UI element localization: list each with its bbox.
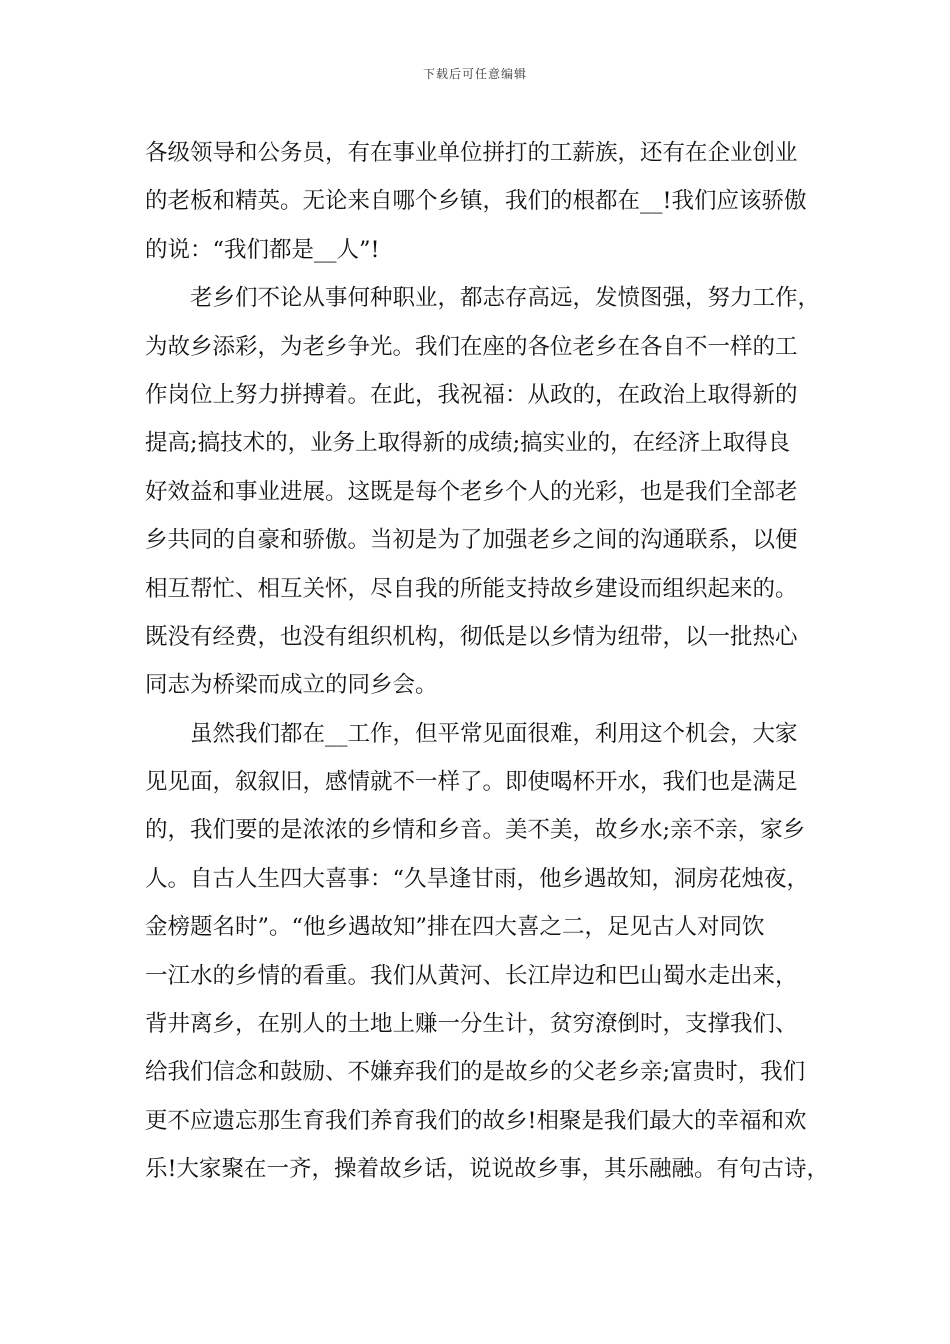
text-line: 好效益和事业进展。这既是每个老乡个人的光彩，也是我们全部老 bbox=[145, 478, 798, 505]
text-line: 的，我们要的是浓浓的乡情和乡音。美不美，故乡水;亲不亲，家乡 bbox=[145, 817, 806, 844]
text-line: 的说：“我们都是__人”! bbox=[145, 236, 380, 263]
page-header: 下载后可任意编辑 bbox=[422, 67, 527, 81]
text-line: 人。自古人生四大喜事：“久旱逢甘雨，他乡遇故知，洞房花烛夜， bbox=[145, 865, 810, 892]
text-line: 给我们信念和鼓励、不嫌弃我们的是故乡的父老乡亲;富贵时，我们 bbox=[145, 1059, 806, 1086]
text-line: 乡共同的自豪和骄傲。当初是为了加强老乡之间的沟通联系，以便 bbox=[145, 527, 798, 554]
text-line: 乐!大家聚在一齐，操着故乡话，说说故乡事，其乐融融。有句古诗， bbox=[145, 1156, 830, 1183]
text-line: 作岗位上努力拼搏着。在此，我祝福：从政的，在政治上取得新的 bbox=[145, 381, 798, 408]
paragraph-first-line: 老乡们不论从事何种职业，都志存高远，发愤图强，努力工作， bbox=[190, 285, 821, 312]
text-line: 更不应遗忘那生育我们养育我们的故乡!相聚是我们最大的幸福和欢 bbox=[145, 1107, 807, 1134]
text-line: 为故乡添彩，为老乡争光。我们在座的各位老乡在各自不一样的工 bbox=[145, 333, 798, 360]
text-line: 的老板和精英。无论来自哪个乡镇，我们的根都在__!我们应该骄傲 bbox=[145, 188, 807, 215]
document-body bbox=[145, 129, 835, 1194]
text-line: 提高;搞技术的，业务上取得新的成绩;搞实业的，在经济上取得良 bbox=[145, 430, 791, 457]
text-line: 背井离乡，在别人的土地上赚一分生计，贫穷潦倒时，支撑我们、 bbox=[145, 1011, 798, 1038]
text-line: 相互帮忙、相互关怀，尽自我的所能支持故乡建设而组织起来的。 bbox=[145, 575, 798, 602]
text-line: 金榜题名时”。“他乡遇故知”排在四大喜之二，足见古人对同饮 bbox=[145, 914, 765, 941]
text-line: 见见面，叙叙旧，感情就不一样了。即使喝杯开水，我们也是满足 bbox=[145, 769, 798, 796]
text-line: 各级领导和公务员，有在事业单位拼打的工薪族，还有在企业创业 bbox=[145, 140, 798, 166]
text-line: 一江水的乡情的看重。我们从黄河、长江岸边和巴山蜀水走出来， bbox=[145, 962, 798, 989]
paragraph-first-line: 虽然我们都在__工作，但平常见面很难，利用这个机会，大家 bbox=[190, 720, 798, 747]
text-line: 同志为桥梁而成立的同乡会。 bbox=[145, 672, 438, 699]
text-line: 既没有经费，也没有组织机构，彻低是以乡情为纽带，以一批热心 bbox=[145, 623, 798, 650]
